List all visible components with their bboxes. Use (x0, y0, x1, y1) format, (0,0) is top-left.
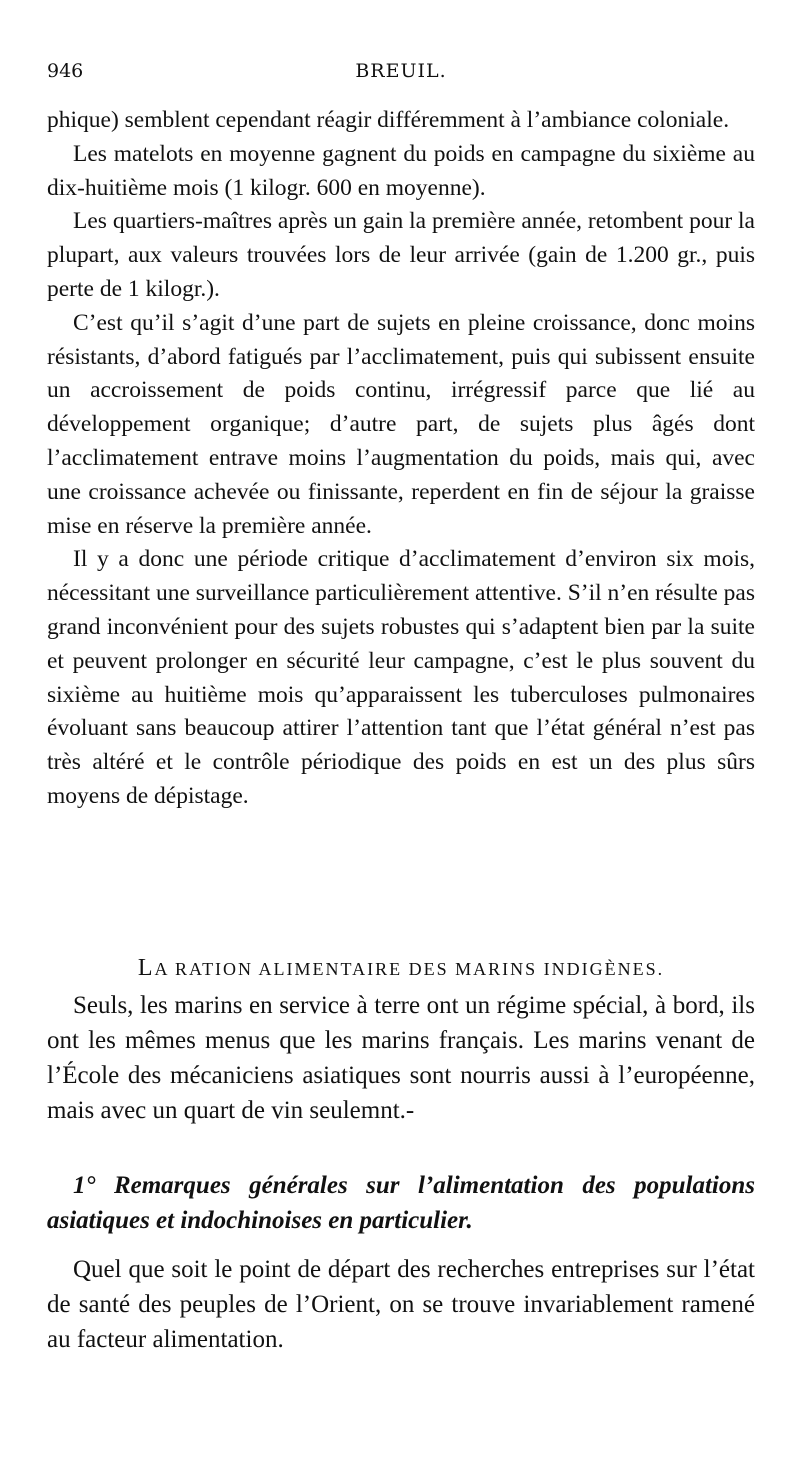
paragraph: phique) semblent cependant réagir différemment à l’ambiance coloniale. (47, 107, 730, 133)
page-number: 946 (47, 60, 84, 82)
paragraph: Les matelots en moyenne gagnent du poids en campagne du sixième au dix-huitième mois (1 kilogr. 600 en moyenne). (47, 140, 755, 201)
section-heading-rest: A RATION ALIMENTAIRE DES MARINS INDIGÈNES. (154, 959, 665, 979)
section-heading-initial: L (137, 955, 155, 981)
page-header (47, 60, 755, 90)
running-title: BREUIL. (355, 60, 447, 82)
body-text-bottom (47, 1252, 755, 1357)
subheading (47, 1168, 755, 1238)
paragraph: Les quartiers-maîtres après un gain la première année, retombent pour la plupart, aux valeurs trouvées lors de leur arrivée (gain de 1.200 gr., puis perte de 1 kilogr.). (47, 208, 755, 302)
body-text-section (47, 988, 755, 1128)
paragraph: Quel que soit le point de départ des recherches entreprises sur l’état de santé des peuples de l’Orient, on se trouve invariablement ramené au facteur alimentation. (47, 1256, 755, 1353)
paragraph: Il y a donc une période critique d’acclimatement d’environ six mois, nécessitant une surveillance particulièrement attentive. S’il n’en résulte pas grand inconvénient pour des sujets robustes qui s’adaptent bien par la suite et peuvent prolonger en sécurité leur campagne, c’est le plus souvent du sixième au huitième mois qu’apparaissent les tuberculoses pulmonaires évoluant sans beaucoup attirer l’attention tant que l’état général n’est pas très altéré et le contrôle périodique des poids en est un des plus sûrs moyens de dépistage. (47, 546, 755, 809)
paragraph: Seuls, les marins en service à terre ont un régime spécial, à bord, ils ont les mêmes menus que les marins français. Les marins venant de l’École des mécaniciens asiatiques sont nourris aussi à l’européenne, mais avec un quart de vin seulemnt.- (47, 992, 755, 1124)
section-heading (47, 955, 755, 982)
body-text-top (47, 104, 755, 814)
paragraph: C’est qu’il s’agit d’une part de sujets en pleine croissance, donc moins résistants, d’abord fatigués par l’acclimatement, puis qui subissent ensuite un accroissement de poids continu, irrégressif parce que lié au développement organique; d’autre part, de sujets plus âgés dont l’acclimatement entrave moins l’augmentation du poids, mais qui, avec une croissance achevée ou finissante, reperdent en fin de séjour la graisse mise en réserve la première année. (47, 309, 755, 539)
subheading-text: 1° Remarques générales sur l’alimentation des populations asiatiques et indochinoises en particulier. (47, 1172, 755, 1234)
